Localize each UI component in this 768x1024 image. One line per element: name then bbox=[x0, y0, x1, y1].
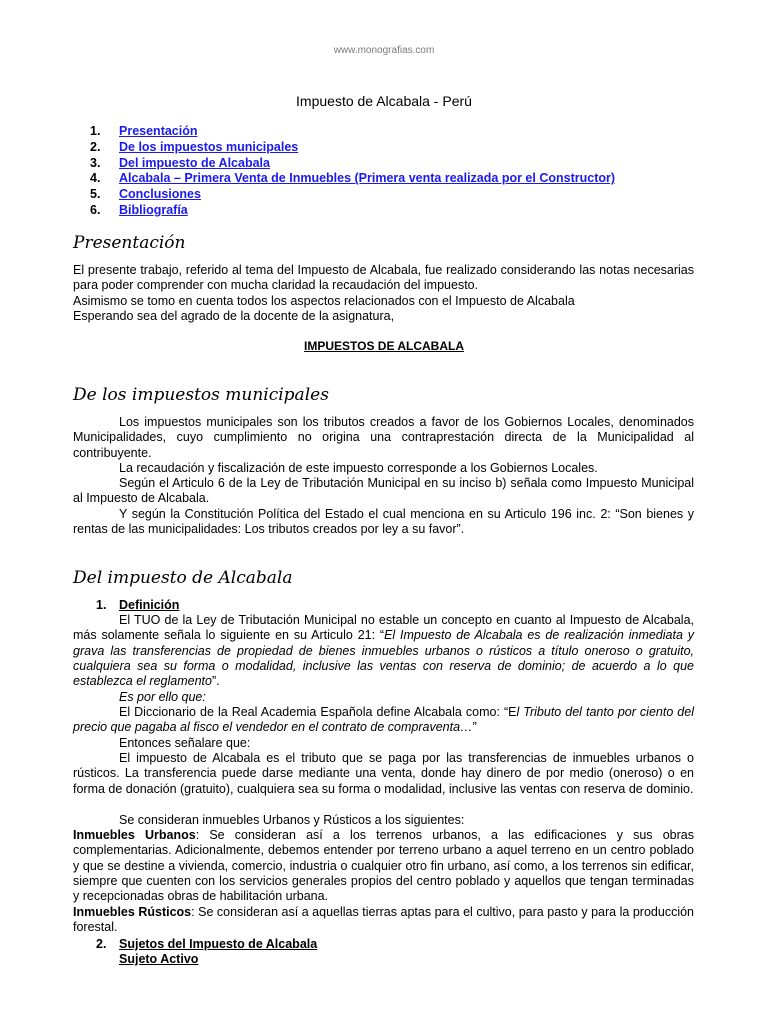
section-heading-presentacion: Presentación bbox=[73, 233, 186, 253]
municipales-paragraph-3: Según el Articulo 6 de la Ley de Tributación Municipal en su inciso b) señala como Impuesto Municipal al Impuesto de Alcabala. bbox=[73, 476, 694, 506]
toc-link-conclusiones[interactable]: Conclusiones bbox=[119, 187, 201, 202]
toc-item: 5. Conclusiones bbox=[90, 187, 201, 202]
toc-item: 2. De los impuestos municipales bbox=[90, 139, 299, 154]
alcabala-paragraph-diccionario: El Diccionario de la Real Academia Española define Alcabala como: “El Tributo del tanto por ciento del precio que pagaba al fisco el vendedor en el contrato de compraventa…” bbox=[73, 705, 694, 735]
toc-link-impuesto-alcabala[interactable]: Del impuesto de Alcabala bbox=[119, 155, 270, 170]
site-watermark: www.monografias.com bbox=[333, 45, 435, 56]
section-subtitle: IMPUESTOS DE ALCABALA bbox=[303, 339, 464, 353]
toc-item: 3. Del impuesto de Alcabala bbox=[90, 155, 270, 170]
toc-item: 4. Alcabala – Primera Venta de Inmuebles (Primera venta realizada por el Constructor) bbox=[90, 171, 616, 186]
table-of-contents bbox=[90, 124, 615, 219]
numbered-subheading-sujetos: 2. Sujetos del Impuesto de Alcabala bbox=[96, 937, 318, 951]
presentacion-paragraph-3: Esperando sea del agrado de la docente de la asignatura, bbox=[73, 309, 395, 323]
document-title: Impuesto de Alcabala - Perú bbox=[296, 93, 472, 109]
subheading-sujeto-activo: Sujeto Activo bbox=[119, 952, 199, 966]
alcabala-paragraph-inmuebles-urbanos: Inmuebles Urbanos: Se consideran así a los terrenos urbanos, a las edificaciones y sus obras complementarias. Adicionalmente, debemos entender por terreno urbano a aquel terreno en un centro poblado y que se destine a vivienda, comercio, industria o cualquier otro fin urbano, así como, a los terrenos sin edificar, siempre que cuenten con los servicios generales propios del centro poblado y aquellos que tengan terminadas y recepcionadas obras de habilitación urbana. bbox=[73, 828, 694, 904]
presentacion-paragraph-1: El presente trabajo, referido al tema del Impuesto de Alcabala, fue realizado considerando las notas necesarias para poder comprender con mucha claridad la recaudación del impuesto. bbox=[73, 263, 694, 293]
toc-item: 1. Presentación bbox=[90, 124, 198, 138]
alcabala-paragraph-es-por-ello: Es por ello que: bbox=[119, 690, 206, 704]
municipales-paragraph-1: Los impuestos municipales son los tributos creados a favor de los Gobiernos Locales, denominados Municipalidades, cuyo cumplimiento no origina una contraprestación directa de la Municipalidad al contribuyente. bbox=[73, 415, 694, 460]
alcabala-paragraph-definicion: El TUO de la Ley de Tributación Municipal no estable un concepto en cuanto al Impuesto de Alcabala, más solamente señala lo siguiente en su Articulo 21: “El Impuesto de Alcabala es de realización inmediata y grava las transferencias de propiedad de bienes inmuebles urbanos o rústicos a título oneroso o gratuito, cualquiera sea su forma o modalidad, inclusive las ventas con reserva de dominio; de acuerdo a lo que establezca el reglamento”. bbox=[73, 613, 695, 689]
municipales-paragraph-2: La recaudación y fiscalización de este impuesto corresponde a los Gobiernos Locales. bbox=[119, 461, 598, 475]
toc-link-impuestos-municipales[interactable]: De los impuestos municipales bbox=[119, 139, 299, 154]
toc-link-primera-venta[interactable]: Alcabala – Primera Venta de Inmuebles (Primera venta realizada por el Constructor) bbox=[119, 171, 616, 186]
municipales-paragraph-4: Y según la Constitución Política del Estado el cual menciona en su Articulo 196 inc. 2: “Son bienes y rentas de las municipalidades: Los tributos creados por ley a su favor”. bbox=[73, 507, 695, 537]
section-heading-impuesto-alcabala: Del impuesto de Alcabala bbox=[73, 568, 293, 588]
alcabala-paragraph-entonces: Entonces señalare que: bbox=[119, 736, 251, 750]
alcabala-paragraph-tributo: El impuesto de Alcabala es el tributo que se paga por las transferencias de inmuebles urbanos o rústicos. La transferencia puede darse mediante una venta, donde hay dinero de por medio (oneroso) o en forma de donación (gratuito), cualquiera sea su forma o modalidad, inclusive las ventas con reserva de dominio. bbox=[73, 751, 694, 796]
alcabala-paragraph-consideran: Se consideran inmuebles Urbanos y Rústicos a los siguientes: bbox=[119, 813, 465, 827]
toc-link-presentacion[interactable]: Presentación bbox=[119, 124, 198, 138]
presentacion-paragraph-2: Asimismo se tomo en cuenta todos los aspectos relacionados con el Impuesto de Alcabala bbox=[73, 294, 575, 308]
toc-item: 6. Bibliografía bbox=[90, 202, 188, 217]
toc-link-bibliografia[interactable]: Bibliografía bbox=[119, 202, 188, 217]
numbered-subheading-definicion: 1. Definición bbox=[96, 598, 180, 612]
section-heading-impuestos-municipales: De los impuestos municipales bbox=[73, 385, 329, 405]
alcabala-paragraph-inmuebles-rusticos: Inmuebles Rústicos: Se consideran así a aquellas tierras aptas para el cultivo, para pasto y para la producción forestal. bbox=[73, 905, 694, 935]
